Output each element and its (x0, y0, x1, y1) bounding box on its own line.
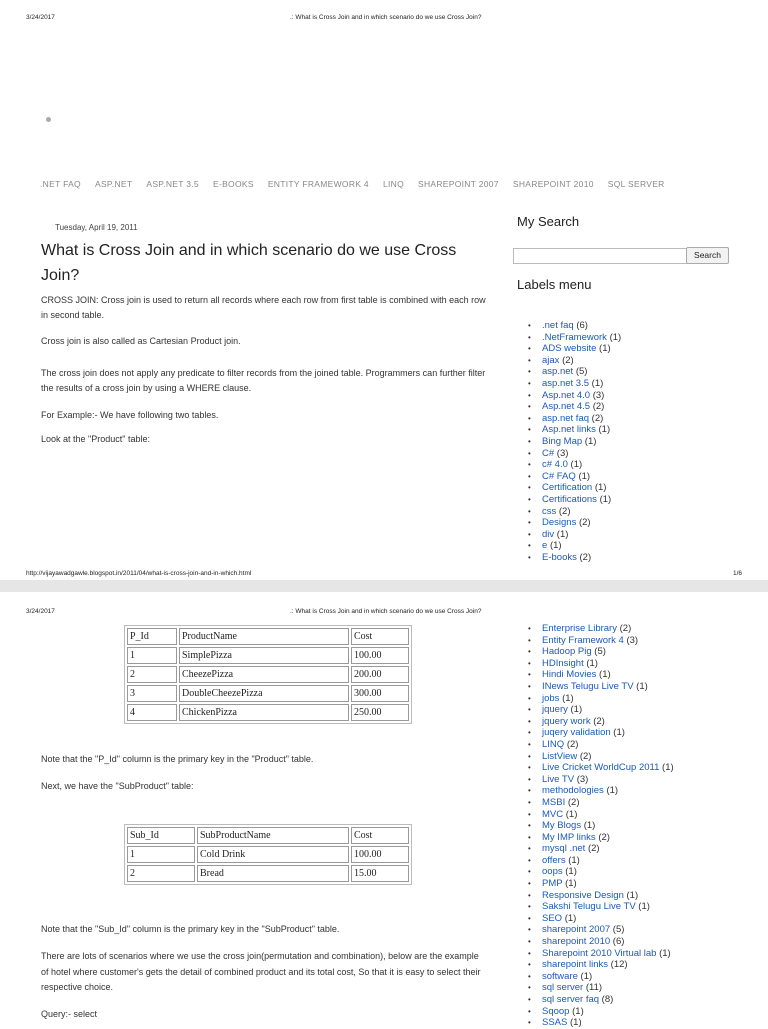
label-item (542, 635, 674, 647)
nav-item[interactable]: LINQ (382, 179, 404, 189)
label-link[interactable]: ListView (542, 750, 578, 762)
label-item (542, 517, 621, 529)
label-item (542, 448, 621, 460)
label-count: (1) (613, 727, 625, 739)
table-cell: 250.00 (351, 704, 409, 721)
label-link[interactable]: E-books (542, 551, 577, 563)
label-item (542, 436, 621, 448)
page-separator (0, 580, 768, 592)
label-link[interactable]: css (542, 505, 557, 517)
label-count: (1) (584, 435, 597, 447)
table-cell: Cold Drink (197, 846, 349, 863)
table-cell: CheezePizza (179, 666, 349, 683)
label-item (542, 623, 674, 635)
label-link[interactable]: oops (542, 866, 563, 878)
table-cell: 3 (127, 685, 177, 702)
label-link[interactable]: Responsive Design (542, 889, 624, 901)
label-count: (2) (593, 715, 605, 727)
label-item (542, 832, 674, 844)
label-link[interactable]: Bing Map (542, 435, 583, 447)
label-item (542, 878, 674, 890)
nav-item[interactable]: SHAREPOINT 2010 (512, 179, 594, 189)
label-link[interactable]: mysql .net (542, 843, 586, 855)
label-item (542, 471, 621, 483)
label-count: (1) (591, 377, 604, 389)
label-count: (3) (626, 634, 639, 646)
table-cell: DoubleCheezePizza (179, 685, 349, 702)
post-paragraph-9: There are lots of scenarios where we use the cross join(permutation and combination), below are the example of hotel where customer's gets the detail of combined product and its total cost, So that it is easy to select their respective choice. (41, 951, 481, 992)
label-item (542, 413, 621, 425)
page2-header-title: .: What is Cross Join and in which scenario do we use Cross Join? (290, 608, 482, 615)
table-cell: 200.00 (351, 666, 409, 683)
label-count: (2) (578, 517, 591, 529)
nav-item[interactable]: SHAREPOINT 2007 (417, 179, 499, 189)
label-count: (1) (568, 854, 580, 866)
label-count: (1) (599, 343, 611, 355)
label-link[interactable]: offers (542, 854, 566, 866)
label-link[interactable]: methodologies (542, 785, 604, 797)
table-row (127, 666, 409, 683)
label-item (542, 971, 674, 983)
label-link[interactable]: div (542, 528, 555, 540)
label-item (542, 669, 674, 681)
subproduct-table (124, 824, 412, 885)
label-item (542, 890, 674, 902)
label-link[interactable]: SSAS (542, 1017, 568, 1029)
label-count: (2) (558, 505, 571, 517)
label-link[interactable]: asp.net 3.5 (542, 377, 590, 389)
label-link[interactable]: c# 4.0 (542, 459, 568, 471)
label-link[interactable]: Live TV (542, 773, 575, 785)
post-paragraph-3: The cross join does not apply any predicate to filter records from the joined table. Programmers can further filter the results of a cross join by using a WHERE clause. (41, 368, 486, 393)
labels-menu-title: Labels menu (517, 277, 592, 292)
table-cell: Bread (197, 865, 349, 882)
label-count: (1) (565, 808, 578, 820)
label-item (542, 820, 674, 832)
label-count: (11) (585, 982, 603, 994)
label-count: (2) (567, 796, 580, 808)
labels-list-continued (542, 623, 674, 1029)
label-link[interactable]: Sqoop (542, 1005, 570, 1017)
label-item (542, 482, 621, 494)
label-item (542, 459, 621, 471)
label-link[interactable]: ajax (542, 354, 560, 366)
label-count: (1) (580, 970, 593, 982)
label-link[interactable]: MVC (542, 808, 564, 820)
label-item (542, 658, 674, 670)
label-count: (2) (566, 738, 579, 750)
post-paragraph-10: Query:- select (41, 1009, 98, 1019)
table-header-row (127, 628, 409, 645)
label-count: (1) (659, 947, 671, 959)
label-count: (5) (612, 924, 625, 936)
bullet-dot-icon (46, 117, 51, 122)
post-date: Tuesday, April 19, 2011 (55, 223, 138, 232)
label-link[interactable]: Entity Framework 4 (542, 634, 624, 646)
label-count: (8) (601, 994, 614, 1005)
label-item (542, 529, 621, 541)
table-cell: 4 (127, 704, 177, 721)
label-item (542, 540, 621, 552)
label-link[interactable]: jobs (542, 692, 560, 704)
label-link[interactable]: jquery (542, 704, 568, 716)
label-count: (5) (575, 366, 588, 378)
label-item (542, 797, 674, 809)
label-count: (1) (570, 1017, 582, 1029)
label-link[interactable]: My Blogs (542, 820, 582, 832)
nav-item[interactable]: E-BOOKS (212, 179, 254, 189)
label-item (542, 716, 674, 728)
table-row (127, 846, 409, 863)
table-header-row (127, 827, 409, 844)
search-title: My Search (517, 214, 580, 229)
label-link[interactable]: sql server faq (542, 994, 600, 1005)
label-link[interactable]: .net faq (542, 320, 574, 331)
label-item (542, 751, 674, 763)
label-item (542, 401, 621, 413)
product-table (124, 625, 412, 724)
label-item (542, 320, 621, 332)
post-paragraph-5: Look at the "Product" table: (41, 434, 150, 444)
label-link[interactable]: sharepoint links (542, 959, 609, 971)
label-link[interactable]: e (542, 540, 548, 552)
label-link[interactable]: HDInsight (542, 657, 584, 669)
label-item (542, 994, 674, 1006)
label-link[interactable]: Certification (542, 482, 593, 494)
table-header-cell: ProductName (179, 628, 349, 645)
table-header-cell: P_Id (127, 628, 177, 645)
nav-item[interactable]: .NET FAQ (40, 179, 81, 189)
label-item (542, 355, 621, 367)
table-header-cell: Cost (351, 628, 409, 645)
label-count: (1) (570, 704, 583, 716)
label-item (542, 1006, 674, 1018)
label-count: (1) (638, 901, 650, 913)
label-count: (1) (609, 331, 622, 343)
table-cell: 2 (127, 865, 195, 882)
label-item (542, 332, 621, 344)
table-cell: ChickenPizza (179, 704, 349, 721)
label-count: (6) (576, 320, 588, 331)
post-paragraph-2: Cross join is also called as Cartesian Product join. (41, 336, 241, 346)
table-cell: 2 (127, 666, 177, 683)
label-link[interactable]: Hindi Movies (542, 669, 597, 681)
label-item (542, 506, 621, 518)
label-link[interactable]: Sakshi Telugu Live TV (542, 901, 636, 913)
label-count: (1) (598, 424, 611, 436)
label-item (542, 681, 674, 693)
label-link[interactable]: ADS website (542, 343, 597, 355)
table-header-cell: Cost (351, 827, 409, 844)
label-count: (1) (599, 669, 611, 681)
label-count: (1) (594, 482, 607, 494)
label-item (542, 855, 674, 867)
table-row (127, 685, 409, 702)
label-count: (1) (606, 785, 619, 797)
nav-item[interactable]: SQL SERVER (607, 179, 665, 189)
label-link[interactable]: INews Telugu Live TV (542, 680, 634, 692)
label-link[interactable]: sql server (542, 982, 584, 994)
label-count: (1) (636, 680, 648, 692)
nav-item[interactable]: ASP.NET 3.5 (146, 179, 199, 189)
label-link[interactable]: jquery work (542, 715, 591, 727)
label-count: (12) (610, 959, 628, 971)
label-item (542, 1017, 674, 1029)
label-count: (1) (586, 657, 598, 669)
label-count: (2) (619, 623, 632, 634)
label-count: (3) (556, 447, 569, 459)
post-paragraph-4: For Example:- We have following two tables. (41, 410, 219, 420)
label-count: (2) (579, 750, 592, 762)
page2-header-date: 3/24/2017 (26, 608, 55, 615)
label-count: (2) (587, 843, 600, 855)
label-link[interactable]: C# (542, 447, 555, 459)
table-row (127, 704, 409, 721)
label-count: (2) (562, 354, 574, 366)
page1-header-title: .: What is Cross Join and in which scenario do we use Cross Join? (290, 14, 482, 21)
label-item (542, 693, 674, 705)
table-cell: 15.00 (351, 865, 409, 882)
label-link[interactable]: C# FAQ (542, 470, 576, 482)
label-link[interactable]: MSBI (542, 796, 566, 808)
nav-item[interactable]: ASP.NET (94, 179, 133, 189)
label-item (542, 982, 674, 994)
label-link[interactable]: asp.net (542, 366, 574, 378)
label-item (542, 774, 674, 786)
label-link[interactable]: software (542, 970, 578, 982)
page1-footer-page: 1/6 (733, 570, 743, 577)
search-input[interactable] (513, 248, 689, 264)
label-link[interactable]: juqery validation (542, 727, 611, 739)
label-count: (1) (599, 493, 612, 505)
label-item (542, 785, 674, 797)
label-count: (6) (612, 936, 625, 948)
post-title[interactable]: What is Cross Join and in which scenario do we use Cross Join? (41, 242, 457, 284)
label-item (542, 913, 674, 925)
label-item (542, 646, 674, 658)
label-item (542, 390, 621, 402)
label-item (542, 924, 674, 936)
post-paragraph-8: Note that the "Sub_Id" column is the primary key in the "SubProduct" table. (41, 924, 340, 934)
label-link[interactable]: Enterprise Library (542, 623, 617, 634)
label-link[interactable]: sharepoint 2010 (542, 936, 611, 948)
table-cell: 100.00 (351, 846, 409, 863)
label-item (542, 948, 674, 960)
label-item (542, 704, 674, 716)
label-item (542, 739, 674, 751)
label-count: (1) (562, 692, 574, 704)
label-count: (1) (564, 912, 577, 924)
label-count: (1) (565, 866, 577, 878)
label-item (542, 762, 674, 774)
label-count: (5) (594, 646, 606, 658)
label-count: (1) (570, 459, 583, 471)
label-link[interactable]: Asp.net 4.0 (542, 389, 591, 401)
post-paragraph-1: CROSS JOIN: Cross join is used to return all records where each row from first table is combined with each row in second table. (41, 295, 486, 320)
table-cell: 300.00 (351, 685, 409, 702)
label-count: (3) (592, 389, 605, 401)
label-count: (1) (549, 540, 562, 552)
label-link[interactable]: Sharepoint 2010 Virtual lab (542, 947, 657, 959)
label-item (542, 843, 674, 855)
label-item (542, 901, 674, 913)
table-header-cell: Sub_Id (127, 827, 195, 844)
page1-footer-url: http://vijayawadgawle.blogspot.in/2011/04/what-is-cross-join-and-in-which.html (26, 570, 252, 577)
post-paragraph-6: Note that the "P_Id" column is the primary key in the "Product" table. (41, 754, 314, 764)
label-count: (2) (591, 412, 604, 424)
label-link[interactable]: Live Cricket WorldCup 2011 (542, 762, 660, 774)
label-count: (1) (578, 470, 591, 482)
label-item (542, 727, 674, 739)
label-link[interactable]: Designs (542, 517, 577, 529)
label-link[interactable]: PMP (542, 878, 563, 890)
label-item (542, 959, 674, 971)
label-link[interactable]: asp.net faq (542, 412, 590, 424)
search-button[interactable]: Search (686, 247, 729, 264)
label-count: (1) (626, 889, 639, 901)
label-link[interactable]: Asp.net 4.5 (542, 401, 591, 413)
label-item (542, 494, 621, 506)
post-paragraph-7: Next, we have the "SubProduct" table: (41, 781, 194, 791)
table-row (127, 865, 409, 882)
label-count: (2) (592, 401, 605, 413)
label-link[interactable]: LINQ (542, 738, 565, 750)
label-count: (2) (598, 831, 610, 843)
nav-item[interactable]: ENTITY FRAMEWORK 4 (267, 179, 369, 189)
label-link[interactable]: Certifications (542, 493, 597, 505)
table-cell: 1 (127, 647, 177, 664)
page1-header-date: 3/24/2017 (26, 14, 55, 21)
label-count: (3) (576, 773, 589, 785)
label-count: (1) (565, 878, 577, 890)
label-link[interactable]: SEO (542, 912, 563, 924)
label-count: (1) (583, 820, 596, 832)
top-nav (40, 179, 679, 189)
label-link[interactable]: My IMP links (542, 831, 596, 843)
table-cell: SimplePizza (179, 647, 349, 664)
label-link[interactable]: sharepoint 2007 (542, 924, 611, 936)
label-count: (1) (556, 528, 569, 540)
label-link[interactable]: Asp.net links (542, 424, 596, 436)
label-item (542, 866, 674, 878)
label-count: (2) (579, 551, 592, 563)
label-item (542, 366, 621, 378)
label-link[interactable]: .NetFramework (542, 331, 607, 343)
table-cell: 100.00 (351, 647, 409, 664)
label-item (542, 343, 621, 355)
label-item (542, 809, 674, 821)
label-item (542, 552, 621, 564)
labels-list (542, 320, 621, 563)
label-item (542, 378, 621, 390)
table-header-cell: SubProductName (197, 827, 349, 844)
label-count: (1) (662, 762, 674, 774)
label-count: (1) (572, 1005, 584, 1017)
table-row (127, 647, 409, 664)
table-cell: 1 (127, 846, 195, 863)
label-link[interactable]: Hadoop Pig (542, 646, 592, 658)
label-item (542, 936, 674, 948)
label-item (542, 424, 621, 436)
